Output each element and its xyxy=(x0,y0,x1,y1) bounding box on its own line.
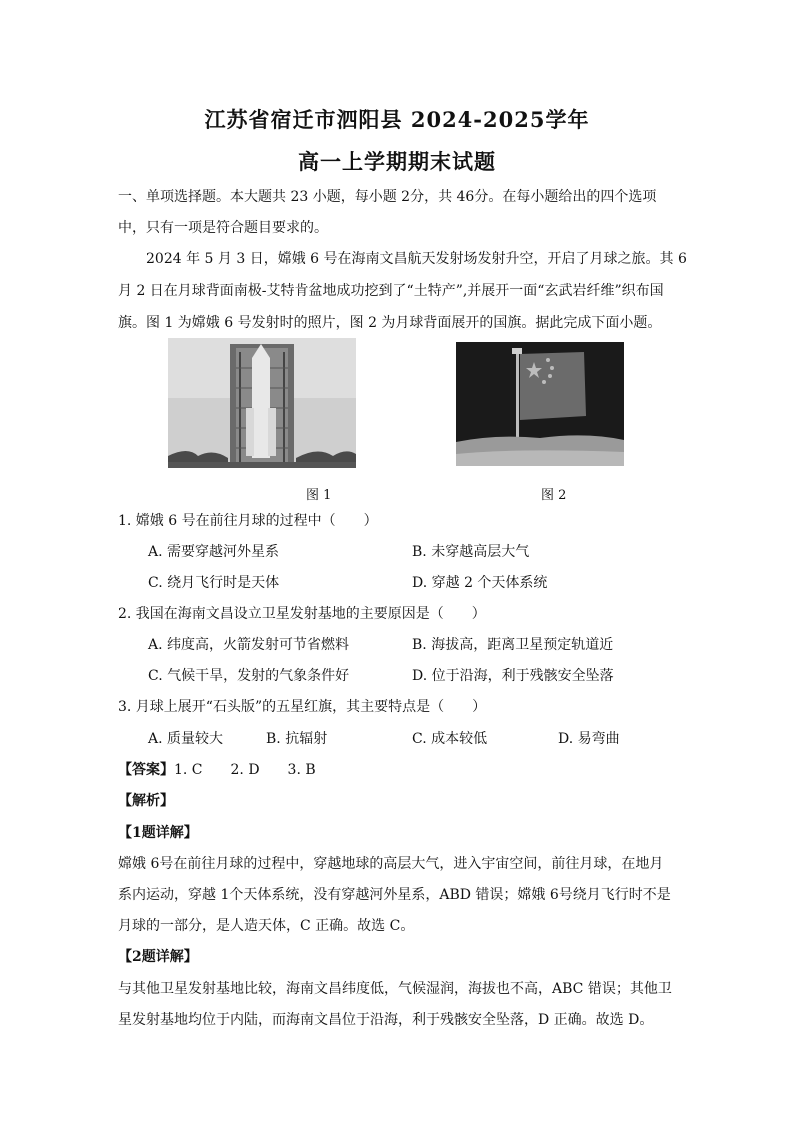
passage-line: 2024 年 5 月 3 日，嫦娥 6 号在海南文昌航天发射场发射升空，开启了月球之旅。其 6 xyxy=(146,251,687,267)
figure-1-rocket-launch-photo xyxy=(168,338,356,468)
question-2-option-c: C. 气候干旱，发射的气象条件好 xyxy=(148,668,350,684)
passage-line: 月 2 日在月球背面南极-艾特肯盆地成功挖到了“土特产”,并展开一面“玄武岩纤维”织布国 xyxy=(118,283,664,299)
question-3-option-a: A. 质量较大 xyxy=(148,731,224,747)
section-instruction-cont: 中，只有一项是符合题目要求的。 xyxy=(118,220,328,236)
question-3-stem: 3. 月球上展开“石头版”的五星红旗，其主要特点是（ ） xyxy=(118,699,487,715)
question-1-option-a: A. 需要穿越河外星系 xyxy=(148,544,280,560)
question-1-option-c: C. 绕月飞行时是天体 xyxy=(148,575,280,591)
document-title-line2: 高一上学期期末试题 xyxy=(298,149,496,174)
question-1-option-d: D. 穿越 2 个天体系统 xyxy=(412,575,548,591)
question-3-option-d: D. 易弯曲 xyxy=(558,731,620,747)
question-1-option-b: B. 未穿越高层大气 xyxy=(412,544,530,560)
detail-2-label: 【2题详解】 xyxy=(118,949,198,965)
answer-line xyxy=(118,759,316,779)
figure-1-caption: 图 1 xyxy=(306,488,332,503)
detail-1-text: 月球的一部分，是人造天体，C 正确。故选 C。 xyxy=(118,918,415,934)
analysis-label: 【解析】 xyxy=(118,793,174,809)
question-2-stem: 2. 我国在海南文昌设立卫星发射基地的主要原因是（ ） xyxy=(118,606,486,622)
section-instruction: 一、单项选择题。本大题共 23 小题，每小题 2分，共 46分。在每小题给出的四个选项 xyxy=(118,189,657,205)
detail-2-text: 与其他卫星发射基地比较，海南文昌纬度低，气候湿润，海拔也不高，ABC 错误；其他卫 xyxy=(118,981,672,997)
answer-text: 1. C 2. D 3. B xyxy=(174,762,316,778)
document-title-line1: 江苏省宿迁市泗阳县 2024-2025学年 xyxy=(204,107,590,132)
passage-line: 旗。图 1 为嫦娥 6 号发射时的照片，图 2 为月球背面展开的国旗。据此完成下面小题。 xyxy=(118,315,662,331)
answer-label: 【答案】 xyxy=(118,762,174,778)
question-2-option-b: B. 海拔高，距离卫星预定轨道近 xyxy=(412,637,614,653)
question-3-option-c: C. 成本较低 xyxy=(412,731,488,747)
figure-2-lunar-flag-photo xyxy=(456,342,624,466)
question-1-stem: 1. 嫦娥 6 号在前往月球的过程中（ ） xyxy=(118,513,378,529)
figure-2-caption: 图 2 xyxy=(541,488,567,503)
question-2-option-d: D. 位于沿海，利于残骸安全坠落 xyxy=(412,668,614,684)
detail-1-text: 嫦娥 6号在前往月球的过程中，穿越地球的高层大气，进入宇宙空间，前往月球，在地月 xyxy=(118,856,664,872)
detail-2-text: 星发射基地均位于内陆，而海南文昌位于沿海，利于残骸安全坠落，D 正确。故选 D。 xyxy=(118,1012,654,1028)
question-2-option-a: A. 纬度高，火箭发射可节省燃料 xyxy=(148,637,350,653)
detail-1-label: 【1题详解】 xyxy=(118,825,198,841)
detail-1-text: 系内运动，穿越 1个天体系统，没有穿越河外星系，ABD 错误；嫦娥 6号绕月飞行时不是 xyxy=(118,887,671,903)
question-3-option-b: B. 抗辐射 xyxy=(266,731,328,747)
